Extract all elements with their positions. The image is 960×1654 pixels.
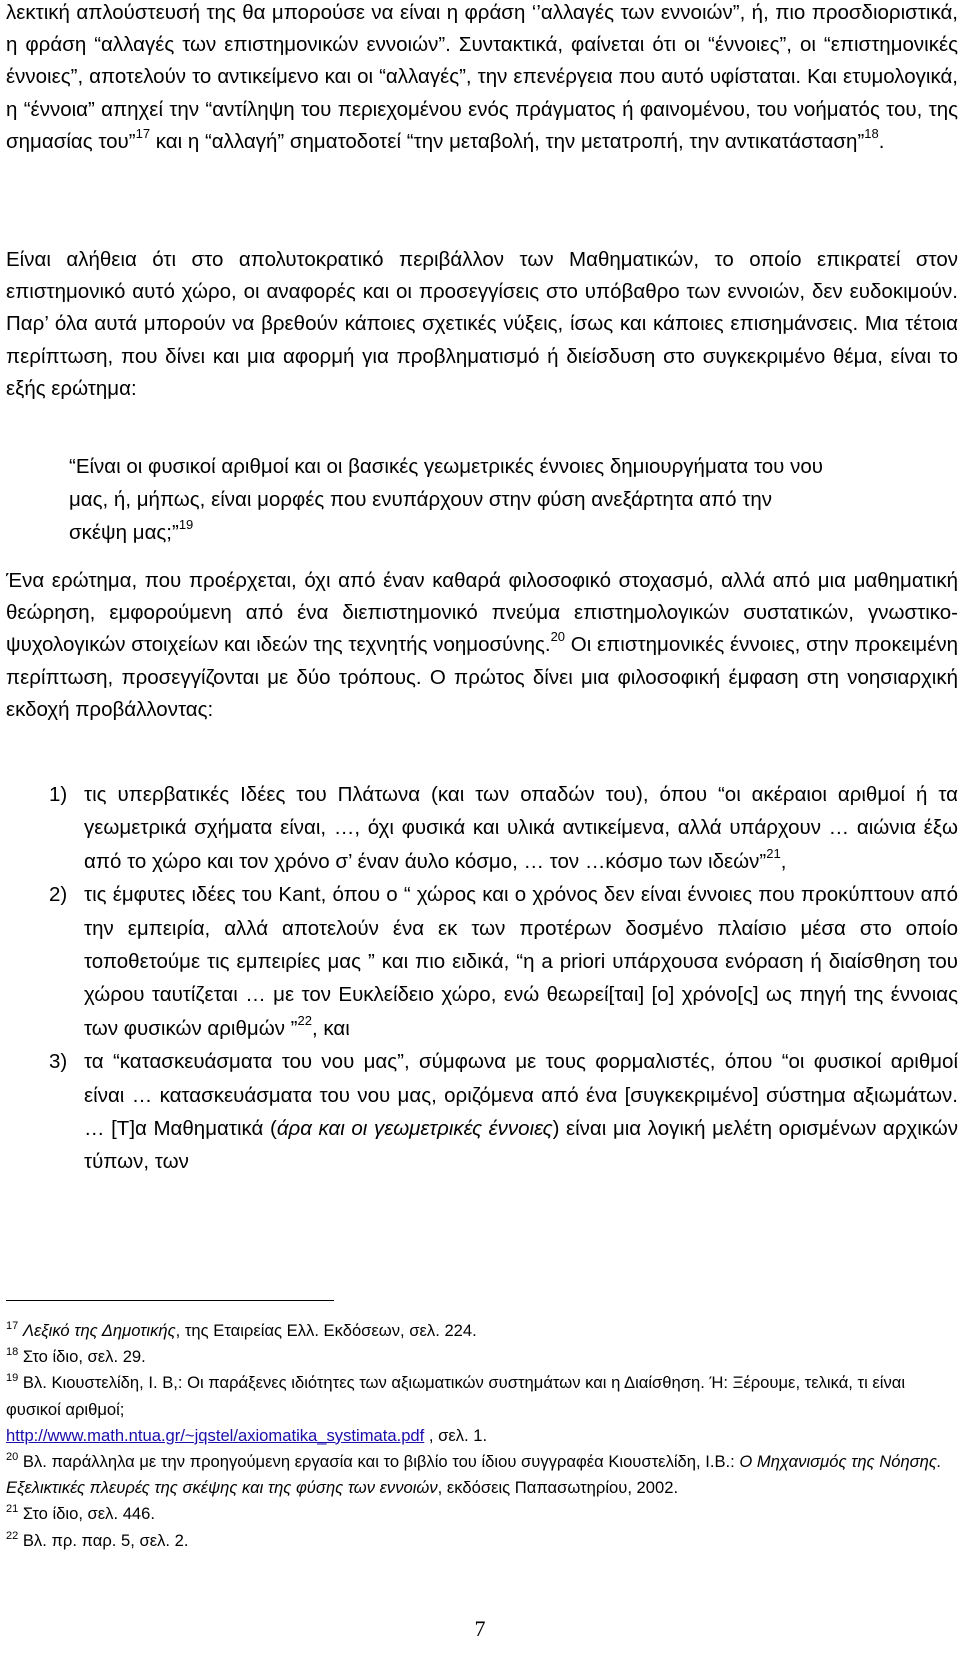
footnote-19 <box>6 1370 958 1449</box>
list-item-tail: ) είναι μια λογική μελέτη ορισμένων αρχικών τύπων, των <box>84 1117 959 1174</box>
list-item-tail: , <box>780 849 787 873</box>
footnote-number: 21 <box>6 1503 19 1516</box>
footnote-tail: , σελ. 1. <box>424 1425 488 1445</box>
paragraph-3-text-b: Οι επιστημονικές έννοιες, στην προκειμένη περίπτωση, προσεγγίζονται με δύο τρόπους. Ο πρώτος δίνει μια φιλοσοφική έμφαση στη νοησιαρχική εκδοχή προβάλλοντας: <box>6 633 958 721</box>
footnote-number: 19 <box>6 1372 19 1385</box>
numbered-list <box>6 778 958 1179</box>
footnote-ref-21: 21 <box>766 845 781 861</box>
paragraph-1-text-b: και η “αλλαγή” σηματοδοτεί “την μεταβολή, την μετατροπή, την αντικατάσταση” <box>150 129 865 153</box>
page-number: 7 <box>474 1616 486 1641</box>
list-item-number: 1) <box>49 783 68 806</box>
footnote-link[interactable]: http://www.math.ntua.gr/~jqstel/axiomatika_systimata.pdf <box>6 1425 425 1445</box>
footnote-ref-17: 17 <box>135 125 151 141</box>
footnote-italic: Λεξικό της Δημοτικής <box>22 1321 176 1340</box>
footnote-ref-18: 18 <box>864 125 879 141</box>
footnotes <box>6 1318 958 1554</box>
footnote-ref-19: 19 <box>178 517 194 532</box>
list-item-number: 3) <box>49 1050 68 1074</box>
list-item <box>6 878 958 1045</box>
paragraph-1 <box>6 0 958 158</box>
list-item-italic: άρα και οι γεωμετρικές έννοιες <box>276 1117 553 1141</box>
list-item-tail: , και <box>311 1016 350 1040</box>
list-item-text: τα “κατασκευάσματα του νου μας”, σύμφωνα με τους φορμαλιστές, όπου “οι φυσικοί αριθμοί είναι … κατασκευάσματα του νου μας, οριζόμενα από ένα [συγκεκριμένο] σύστημα αξιωμάτων. … [Τ]α Μαθηματικά ( <box>84 1050 958 1141</box>
footnote-text: , της Εταιρείας Ελλ. Εκδόσεων, σελ. 224. <box>175 1321 477 1340</box>
footnote-21 <box>6 1501 958 1527</box>
list-item <box>6 1045 958 1179</box>
footnote-ref-22: 22 <box>297 1012 312 1028</box>
footnote-text: Βλ. παράλληλα με την προηγούμενη εργασία και το βιβλίο του ίδιου συγγραφέα Κιουστελίδη, Ι.Β.: <box>18 1452 740 1472</box>
footnote-text: Βλ. Κιουστελίδη, Ι. Β,: Οι παράξενες ιδιότητες των αξιωματικών συστημάτων και η Διαίσθηση. Ή: Ξέρουμε, τελικά, τι είναι φυσικοί αριθμοί; <box>6 1373 906 1419</box>
footnote-20 <box>6 1449 958 1501</box>
footnote-text: Στο ίδιο, σελ. 446. <box>18 1504 155 1524</box>
paragraph-2: Είναι αλήθεια ότι στο απολυτοκρατικό περιβάλλον των Μαθηματικών, το οποίο επικρατεί στον επιστημονικό αυτό χώρο, οι αναφορές και οι προσεγγίσεις στο υπόβαθρο των εννοιών, δεν ευδοκιμούν. Παρ’ όλα αυτά μπορούν να βρεθούν κάποιες σχετικές νύξεις, ίσως και κάποιες επισημάνσεις. Μια τέτοια περίπτωση, που δίνει και μια αφορμή για προβληματισμό ή διείσδυση στο συγκεκριμένο θέμα, είναι το εξής ερώτημα: <box>6 248 958 400</box>
footnote-separator <box>6 1300 334 1301</box>
paragraph-1-text-c: . <box>878 129 885 153</box>
footnote-text: Βλ. πρ. παρ. 5, σελ. 2. <box>18 1530 189 1550</box>
footnote-18 <box>6 1344 958 1370</box>
paragraph-1-text-a: λεκτική απλούστευσή της θα μπορούσε να είναι η φράση ‘’αλλαγές των εννοιών”, ή, πιο προσδιοριστικά, η φράση “αλλαγές των επιστημονικών εννοιών”. Συντακτικά, φαίνεται ότι οι “έννοιες”, οι “επιστημονικές έννοιες”, αποτελούν το αντικείμενο και οι “αλλαγές”, την επενέργεια που αυτό υφίσταται. Και ετυμολογικά, η “έννοια” απηχεί την “αντίληψη του περιεχομένου ενός πράγματος ή φαινομένου, του νοήματός του, της σημασίας του” <box>6 1 958 153</box>
footnote-number: 18 <box>6 1346 19 1359</box>
footnote-tail: , εκδόσεις Παπασωτηρίου, 2002. <box>437 1478 679 1498</box>
footnote-17 <box>6 1318 958 1344</box>
block-quote-text: “Είναι οι φυσικοί αριθμοί και οι βασικές γεωμετρικές έννοιες δημιουργήματα του νου μας, ή, μήπως, είναι μορφές που ενυπάρχουν στην φύση ανεξάρτητα από την σκέψη μας;” <box>69 455 823 544</box>
list-item-number: 2) <box>49 883 68 907</box>
footnote-text: Στο ίδιο, σελ. 29. <box>18 1347 146 1367</box>
footnote-number: 20 <box>6 1451 19 1464</box>
list-item-text: τις υπερβατικές Ιδέες του Πλάτωνα (και των οπαδών του), όπου “οι ακέραιοι αριθμοί ή τα γεωμετρικά σχήματα είναι, …, όχι φυσικά και υλικά αντικείμενα, αλλά υπάρχουν … αιώνια έξω από το χώρο και τον χρόνο σ’ έναν άυλο κόσμο, … τον …κόσμο των ιδεών” <box>84 783 958 873</box>
list-item <box>6 778 958 878</box>
block-quote <box>69 450 829 549</box>
footnote-number: 22 <box>6 1529 19 1542</box>
paragraph-3 <box>6 565 958 726</box>
footnote-number: 17 <box>6 1320 19 1332</box>
footnote-italic: Ο Μηχανισμός της Νόησης. Εξελικτικές πλευρές της σκέψης και της φύσης των εννοιών <box>6 1452 942 1498</box>
paragraph-3-text-a: Ένα ερώτημα, που προέρχεται, όχι από έναν καθαρά φιλοσοφικό στοχασμό, αλλά από μια μαθηματική θεώρηση, εμφορούμενη από ένα διεπιστημονικό πνεύμα επιστημολογικών συστατικών, γνωστικο-ψυχολογικών στοιχείων και ιδεών της τεχνητής νοημοσύνης. <box>6 569 958 657</box>
footnote-22 <box>6 1528 958 1554</box>
list-item-text: τις έμφυτες ιδέες του Kant, όπου ο “ χώρος και ο χρόνος δεν είναι έννοιες που προκύπτουν από την εμπειρία, αλλά αποτελούν ένα εκ των προτέρων δοσμένο πλαίσιο μέσα στο οποίο τοποθετούμε τις εμπειρίες μας ” και πιο ειδικά, “η a priori υπάρχουσα ενόραση ή διαίσθηση του χώρου ταυτίζεται … με τον Ευκλείδειο χώρο, ενώ θεωρεί[ται] [ο] χρόνο[ς] ως πηγή της έννοιας των φυσικών αριθμών ” <box>84 883 958 1040</box>
footnote-ref-20: 20 <box>550 629 566 645</box>
